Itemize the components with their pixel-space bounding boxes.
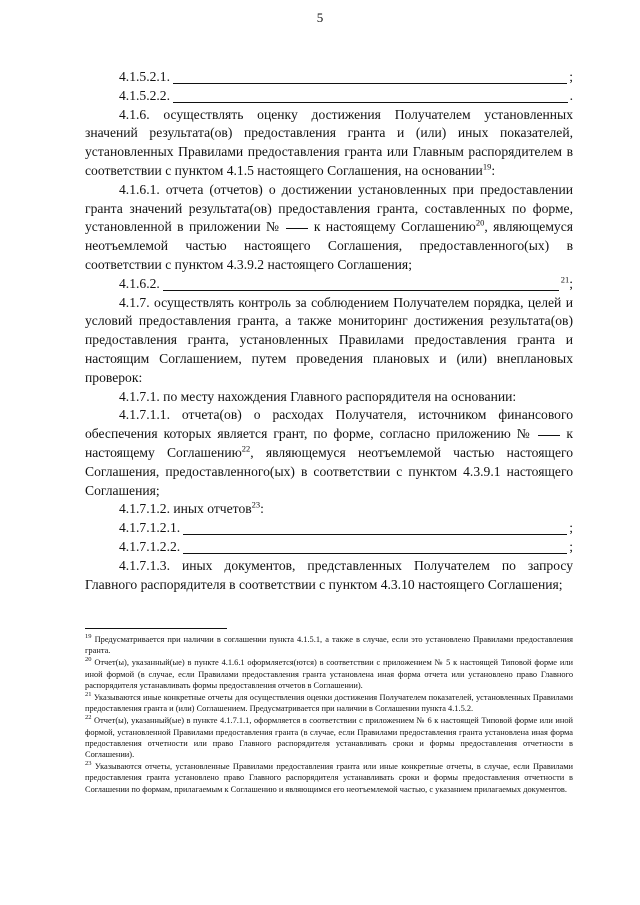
footnote-separator <box>85 628 227 629</box>
paragraph-4-1-6: 4.1.6. осуществлять оценку достижения Получателем установленных значений результата(ов) предоставления гранта и (или) иных показателей, установленных Правилами предоставления гранта или Главным распорядителем в соответствии с пунктом 4.1.5 настоящего Соглашения, на основании$^{19}$: <box>85 106 573 178</box>
footnotes <box>85 634 573 796</box>
item-4-1-6-2: 4.1.6.2. $^{21}$; <box>119 274 573 291</box>
footnote: $^{23}$ Указываются отчеты, установленные Правилами предоставления гранта или иные конкретные отчеты, в случае, если Правилами предоставления гранта установлено право Главного распорядителя устанавливать сроки и формы предоставления отчетности в Соглашении по формам, прилагаемым к Соглашению и являющимся его неотъемлемой частью, с указанием прилагаемых документов. <box>85 760 574 794</box>
blank-line <box>183 552 567 554</box>
paragraph-4-1-6-1: 4.1.6.1. отчета (отчетов) о достижении установленных при предоставлении гранта значений результата(ов) предоставления гранта, составленных по форме, установленной в приложении № к настоящему Соглашению$^{20}$, являющемуся неотъемлемой частью настоящего Соглашения, предоставленного(ых) в соответствии с пунктом 4.3.9.2 настоящего Соглашения; <box>85 181 574 272</box>
page-number: 5 <box>316 10 324 25</box>
item-4-1-5-2-1: 4.1.5.2.1. ; <box>119 69 573 84</box>
footnote: $^{22}$ Отчет(ы), указанный(ые) в пункте 4.1.7.1.1, оформляется в соответствии с приложением № 6 к настоящей Типовой форме или иной формой, установленной Правилами предоставления гранта (в случае, если Правилами предоставления гранта установлена иная форма предоставления отчетности или право Главного распорядителя устанавливать сроки и формы предоставления отчетности в Соглашении). <box>85 714 573 760</box>
paragraph-4-1-7-1-1: 4.1.7.1.1. отчета(ов) о расходах Получателя, источником финансового обеспечения которых является грант, по форме, согласно приложению № к настоящему Соглашению$^{22}$, являющемуся неотъемлемой частью настоящего Соглашения, предоставленного(ых) в соответствии с пунктом 4.3.9.1 настоящего Соглашения; <box>85 407 574 498</box>
blank-line <box>286 227 308 229</box>
document-body <box>85 68 573 594</box>
blank-line <box>173 101 568 103</box>
item-4-1-5-2-2: 4.1.5.2.2. . <box>119 87 573 103</box>
footnote: $^{20}$ Отчет(ы), указанный(ые) в пункте 4.1.6.1 оформляется(ются) в соответствии с приложением № 5 к настоящей Типовой форме или иной формой (в случае, если Правилами предоставления гранта установлена иная форма отчета или установлено право Главного распорядителя устанавливать формы предоставления отчетов в Соглашении). <box>85 656 573 690</box>
blank-line <box>538 434 560 436</box>
blank-line <box>183 533 567 535</box>
footnote-ref: 21 <box>560 274 570 285</box>
footnote-ref: 20 <box>475 217 485 228</box>
footnote-ref: 23 <box>251 499 261 510</box>
paragraph-4-1-7: 4.1.7. осуществлять контроль за соблюдением Получателем порядка, целей и условий предоставления гранта, а также мониторинг достижения результата(ов) предоставления гранта, установленных Правилами предоставления гранта и настоящим Соглашением, путем проведения плановых и (или) внеплановых проверок: <box>85 294 573 385</box>
footnote: $^{21}$ Указываются иные конкретные отчеты для осуществления оценки достижения Получателем показателей, установленных Правилами предоставления гранта и (или) Соглашением. Предусматривается при наличии в Соглашении пункта 4.1.5.2. <box>85 691 573 714</box>
footnote: $^{19}$ Предусматривается при наличии в соглашении пункта 4.1.5.1, а также в случае, если это установлено Правилами предоставления гранта. <box>85 633 574 656</box>
blank-line <box>173 82 567 84</box>
item-4-1-7-1-2-2: 4.1.7.1.2.2. ; <box>119 538 573 554</box>
paragraph-4-1-7-1-2: 4.1.7.1.2. иных отчетов$^{23}$: <box>119 499 264 517</box>
footnote-ref: 22 <box>241 443 251 454</box>
paragraph-4-1-7-1: 4.1.7.1. по месту нахождения Главного распорядителя на основании: <box>119 388 517 404</box>
paragraph-4-1-7-1-3: 4.1.7.1.3. иных документов, представленных Получателем по запросу Главного распорядителя в соответствии с пунктом 4.3.10 настоящего Соглашения; <box>85 557 573 592</box>
footnote-ref: 19 <box>482 161 492 172</box>
item-4-1-7-1-2-1: 4.1.7.1.2.1. ; <box>119 520 573 536</box>
blank-line <box>163 289 559 291</box>
